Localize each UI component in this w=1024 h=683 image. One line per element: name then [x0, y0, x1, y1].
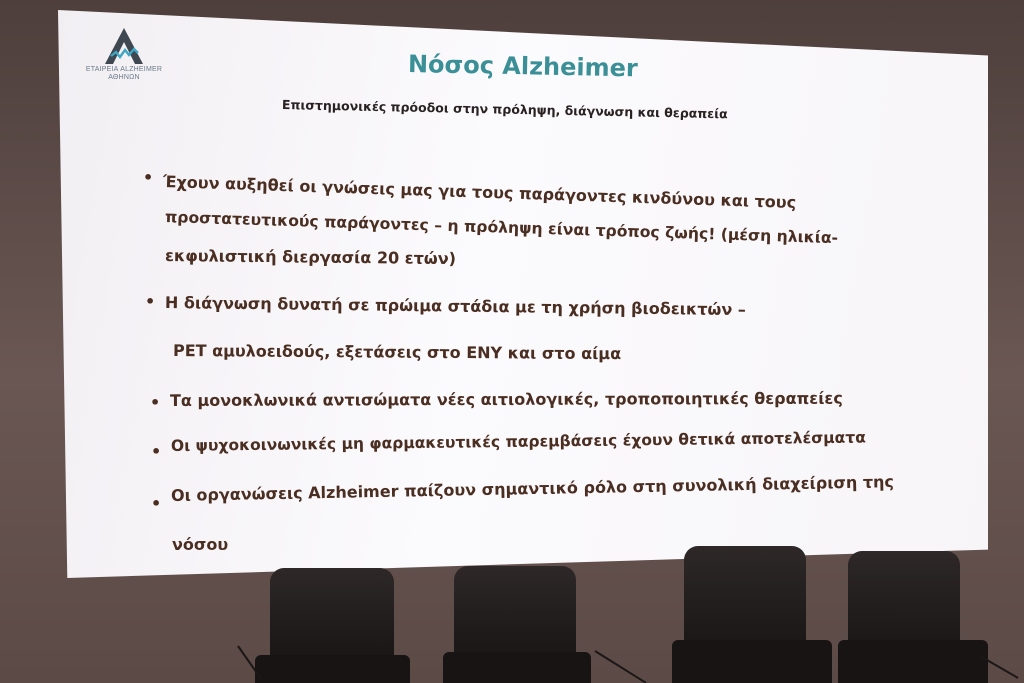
bullet-1-line-1: Έχουν αυξηθεί οι γνώσεις μας για τους παράγοντες κινδύνου και τους [162, 172, 797, 212]
alzheimer-society-logo-icon [101, 26, 147, 66]
bullet-marker: • [150, 393, 161, 412]
chair-base [443, 652, 591, 683]
bullet-5-line-1: Οι οργανώσεις Alzheimer παίζουν σημαντικό ρόλο στη συνολική διαχείριση της [170, 472, 895, 505]
bullet-1-line-2: προστατευτικούς παράγοντες – η πρόληψη είναι τρόπος ζωής! (μέση ηλικία- [164, 208, 839, 248]
chair-base [255, 655, 410, 683]
slide-subtitle: Επιστημονικές πρόοδοι στην πρόληψη, διάγνωση και θεραπεία [281, 97, 728, 122]
bullet-marker: • [151, 442, 162, 461]
bullet-2-line-1: Η διάγνωση δυνατή σε πρώιμα στάδια με τη χρήση βιοδεικτών – [164, 293, 746, 320]
bullet-marker: • [145, 292, 156, 311]
slide-title: Νόσος Alzheimer [407, 50, 639, 83]
bullet-marker: • [143, 168, 154, 187]
bullet-4-line-1: Οι ψυχοκοινωνικές μη φαρμακευτικές παρεμβάσεις έχουν θετικά αποτελέσματα [170, 428, 866, 455]
logo-line-1: ΕΤΑΙΡΕΙΑ ALZHEIMER [85, 66, 163, 73]
chair-base [672, 640, 832, 683]
bullet-marker: • [151, 494, 162, 513]
bullet-3-line-1: Τα μονοκλωνικά αντισώματα νέες αιτιολογικές, τροποποιητικές θεραπείες [169, 388, 843, 410]
chair-base [838, 640, 988, 683]
microphone-stand [594, 650, 646, 683]
alzheimer-society-logo [78, 26, 170, 96]
bullet-2-line-2: PET αμυλοειδούς, εξετάσεις στο ΕΝΥ και στο αίμα [172, 341, 622, 364]
bullet-5-line-2: νόσου [172, 535, 229, 554]
logo-line-2: ΑΘΗΝΩΝ [108, 74, 140, 81]
bullet-1-line-3: εκφυλιστική διεργασία 20 ετών) [164, 246, 457, 269]
